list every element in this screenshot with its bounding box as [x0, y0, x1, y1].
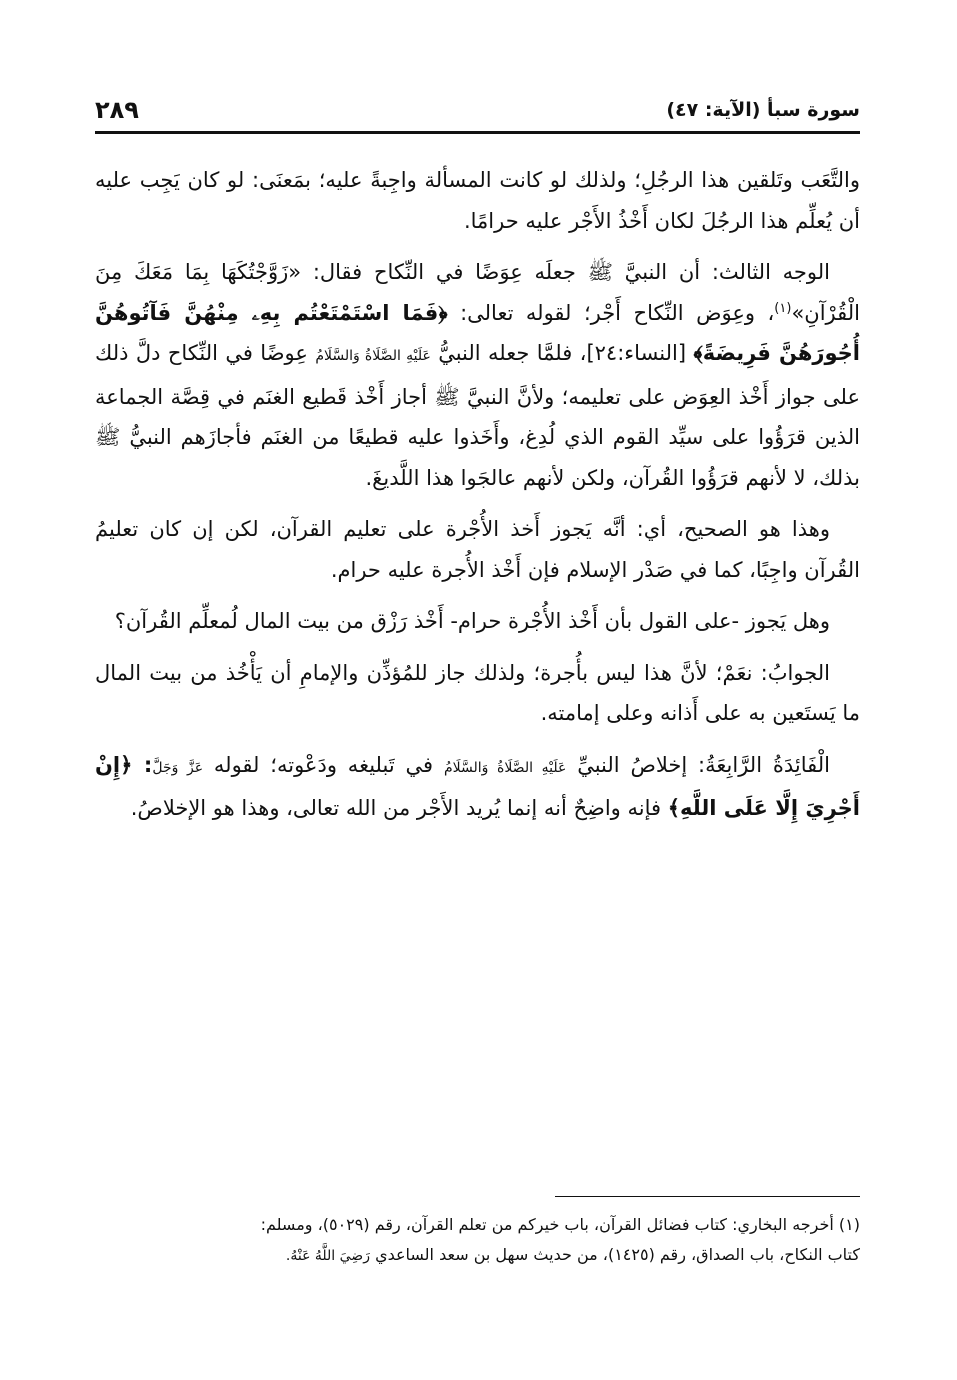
paragraph-2 — [95, 252, 860, 498]
honorific-azza: عَزَّ وَجَلَّ — [152, 759, 204, 776]
footnote-1-text: كتاب النكاح، باب الصداق، رقم (١٤٢٥)، من حديث سهل بن سعد الساعدي — [375, 1245, 860, 1264]
paragraph-6-part-c: فإنه واضِحٌ أنه إنما يُريد الأَجْر من الله تعالى، وهذا هو الإخلاصُ. — [130, 796, 662, 820]
paragraph-6 — [95, 745, 860, 829]
footnote-1-line-2 — [95, 1240, 860, 1271]
paragraph-2-part-b: ، وعِوَض النِّكاح أَجْر؛ لقوله تعالى: — [460, 300, 775, 325]
page-header — [95, 93, 860, 127]
paragraph-2-part-c: [النساء:٢٤]، فلمَّا جعله النبيُّ — [438, 341, 687, 365]
honorific-phrase: عَلَيْهِ الصَّلَاةُ وَالسَّلَامُ — [315, 348, 431, 364]
paragraph-2-part-d: عِوضًا في النِّكاح دلَّ ذلك على جواز أَخْذ العِوَض على تعليمه؛ ولأنَّ النبيَّ ﷺ أجاز أَخْذ قَطيع الغنَم في قِصَّة الجماعة الذين قرَؤُوا على سيِّد القوم الذي لُدِغ، وأَخَذوا عليه قطيعًا من الغنَم فأجازَهم النبيُّ ﷺ بذلك، لا لأنهم قرَؤُوا القُرآن، ولكن لأنهم عالجَوا هذا اللَّديغَ. — [95, 341, 860, 490]
quran-verse: : ﴿إِنْ أَجْرِيَ إِلَّا عَلَى اللَّهِ﴾ — [95, 752, 860, 820]
footnote-marker[interactable]: (١) — [774, 300, 792, 316]
honorific-phrase: عَلَيْهِ الصَّلَاةُ وَالسَّلَامُ — [443, 759, 567, 776]
footnote-honorific: رَضِيَ اللَّهُ عَنْهُ. — [285, 1248, 370, 1264]
paragraph-6-part-a: الْفَائِدَةُ الرَّابِعَةُ: إخلاصُ النبيِّ — [577, 752, 831, 777]
paragraph-6-part-b: في تَبليغه ودَعْوته؛ لقوله — [213, 752, 434, 777]
paragraph-1: والتَّعَب وتَلقين هذا الرجُلِ؛ ولذلك لو كانت المسألة واجِبةً عليه؛ بمَعنَى: لو كان يَجِب عليه أن يُعلِّم هذا الرجُلَ لكان أَخْذُ الأَجْر عليه حرامًا. — [95, 168, 860, 233]
paragraph-5: الجوابُ: نعَمْ؛ لأنَّ هذا ليس بأُجرة؛ ولذلك جاز للمُؤذِّن والإمامِ أن يَأْخُذ من بيت المال ما يَستَعين به على أَذانه وعلى إمامته. — [95, 660, 860, 725]
paragraph-2-part-a: الوجه الثالث: أن النبيَّ ﷺ جعلَه عِوَضًا في النِّكاح فقال: «زَوَّجْتُكَهَا بِمَا مَعَكَ مِنَ الْقُرْآنِ» — [95, 260, 860, 325]
footnote-1-line-1: (١) أخرجه البخاري: كتاب فضائل القرآن، باب خيركم من تعلم القرآن، رقم (٥٠٢٩)، ومسلم: — [260, 1215, 860, 1234]
main-text — [95, 160, 860, 840]
footnotes — [95, 1210, 860, 1271]
footnote-rule — [555, 1196, 860, 1197]
running-head: سورة سبأ (الآية: ٤٧) — [666, 99, 860, 121]
quran-verse-nisa: ﴿فَمَا اسْتَمْتَعْتُم بِهِۦ مِنْهُنَّ فَآتُوهُنَّ أُجُورَهُنَّ فَرِيضَةً﴾ — [95, 300, 860, 365]
header-rule — [95, 131, 860, 134]
paragraph-3: وهذا هو الصحيح، أي: أنَّه يَجوز أَخذ الأُجْرة على تعليم القرآن، لكن إن كان تعليمُ القُرآن واجِبًا، كما في صَدْر الإسلام فإن أَخْذ الأُجرة عليه حرام. — [95, 517, 860, 582]
page-number: ٢٨٩ — [95, 96, 139, 124]
paragraph-4: وهل يَجوز -على القول بأن أَخْذ الأُجْرة حرام- أَخْذ رَزْق من بيت المال لُمعلِّم القُرآن؟ — [114, 609, 830, 633]
